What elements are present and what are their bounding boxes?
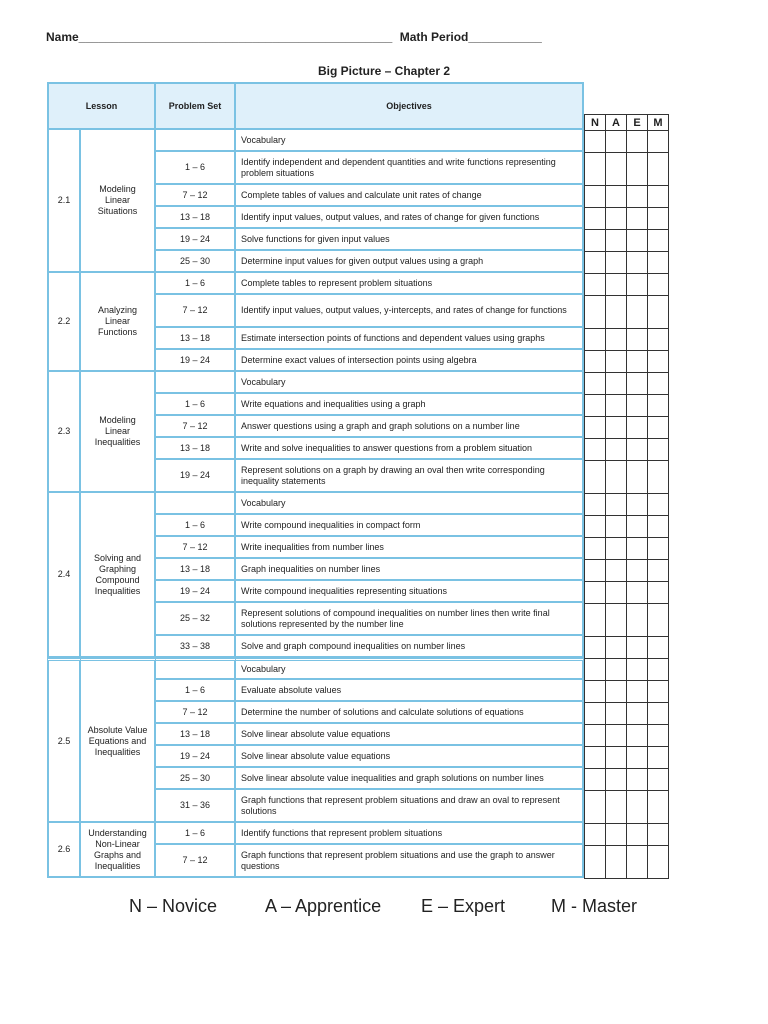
rating-checkbox-cell[interactable]	[648, 439, 669, 461]
problem-set-cell: 7 – 12	[156, 845, 236, 878]
legend-expert: E – Expert	[421, 896, 506, 916]
rating-header-row	[585, 115, 669, 131]
lesson-table-container	[47, 82, 584, 879]
rating-checkbox-cell[interactable]	[627, 604, 648, 637]
rating-checkbox-cell[interactable]	[627, 747, 648, 769]
rating-checkbox-cell[interactable]	[648, 769, 669, 791]
rating-grid	[584, 114, 669, 879]
objective-cell: Complete tables of values and calculate unit rates of change	[236, 185, 584, 207]
rating-row	[585, 252, 669, 274]
rating-checkbox-cell[interactable]	[585, 395, 606, 417]
problem-set-cell	[156, 372, 236, 394]
rating-checkbox-cell[interactable]	[606, 461, 627, 494]
rating-checkbox-cell[interactable]	[627, 131, 648, 153]
rating-row	[585, 637, 669, 659]
rating-checkbox-cell[interactable]	[627, 230, 648, 252]
rating-checkbox-cell[interactable]	[585, 252, 606, 274]
rating-checkbox-cell[interactable]	[606, 604, 627, 637]
rating-checkbox-cell[interactable]	[627, 439, 648, 461]
rating-row	[585, 846, 669, 879]
rating-checkbox-cell[interactable]	[585, 659, 606, 681]
objective-cell: Solve functions for given input values	[236, 229, 584, 251]
objective-cell: Write and solve inequalities to answer questions from a problem situation	[236, 438, 584, 460]
objective-cell: Represent solutions of compound inequalities on number lines then write final solutions represented by the number line	[236, 603, 584, 636]
objective-cell: Answer questions using a graph and graph solutions on a number line	[236, 416, 584, 438]
rating-checkbox-cell[interactable]	[627, 373, 648, 395]
objective-cell: Determine input values for given output values using a graph	[236, 251, 584, 273]
rating-checkbox-cell[interactable]	[585, 769, 606, 791]
rating-table	[584, 114, 669, 879]
rating-row	[585, 417, 669, 439]
problem-set-cell: 13 – 18	[156, 207, 236, 229]
rating-checkbox-cell[interactable]	[648, 637, 669, 659]
rating-checkbox-cell[interactable]	[585, 208, 606, 230]
rating-checkbox-cell[interactable]	[606, 131, 627, 153]
rating-checkbox-cell[interactable]	[648, 417, 669, 439]
problem-set-cell: 19 – 24	[156, 746, 236, 768]
objective-cell: Graph inequalities on number lines	[236, 559, 584, 581]
objective-cell: Graph functions that represent problem situations and use the graph to answer questions	[236, 845, 584, 878]
rating-row	[585, 208, 669, 230]
rating-checkbox-cell[interactable]	[606, 417, 627, 439]
problem-set-cell: 7 – 12	[156, 185, 236, 207]
rating-checkbox-cell[interactable]	[585, 824, 606, 846]
rating-checkbox-cell[interactable]	[627, 208, 648, 230]
table-row	[47, 372, 584, 394]
problem-set-cell: 1 – 6	[156, 152, 236, 185]
objective-cell: Determine the number of solutions and calculate solutions of equations	[236, 702, 584, 724]
rating-checkbox-cell[interactable]	[627, 296, 648, 329]
rating-row	[585, 351, 669, 373]
rating-row	[585, 516, 669, 538]
rating-checkbox-cell[interactable]	[627, 538, 648, 560]
rating-row	[585, 747, 669, 769]
lesson-column-header: Lesson	[47, 82, 156, 130]
problem-set-cell: 1 – 6	[156, 823, 236, 845]
objective-cell: Vocabulary	[236, 493, 584, 515]
rating-checkbox-cell[interactable]	[606, 703, 627, 725]
problem-set-cell: 25 – 32	[156, 603, 236, 636]
rating-checkbox-cell[interactable]	[585, 417, 606, 439]
rating-checkbox-cell[interactable]	[606, 186, 627, 208]
rating-checkbox-cell[interactable]	[606, 747, 627, 769]
rating-checkbox-cell[interactable]	[585, 516, 606, 538]
problem-set-cell	[156, 658, 236, 680]
rating-row	[585, 274, 669, 296]
rating-checkbox-cell[interactable]	[627, 703, 648, 725]
objective-cell: Evaluate absolute values	[236, 680, 584, 702]
rating-row	[585, 461, 669, 494]
rating-checkbox-cell[interactable]	[648, 538, 669, 560]
rating-row	[585, 186, 669, 208]
rating-checkbox-cell[interactable]	[627, 824, 648, 846]
problem-set-cell: 1 – 6	[156, 273, 236, 295]
problem-set-cell: 19 – 24	[156, 581, 236, 603]
lesson-number: 2.4	[47, 493, 81, 658]
problem-set-cell: 31 – 36	[156, 790, 236, 823]
objective-cell: Identify functions that represent problem situations	[236, 823, 584, 845]
rating-checkbox-cell[interactable]	[648, 208, 669, 230]
lesson-table-body	[47, 82, 584, 878]
rating-checkbox-cell[interactable]	[606, 274, 627, 296]
legend-novice: N – Novice	[129, 896, 218, 916]
name-field-label[interactable]: Name_______________________________________________	[46, 30, 393, 44]
rating-checkbox-cell[interactable]	[627, 274, 648, 296]
rating-checkbox-cell[interactable]	[627, 153, 648, 186]
rating-checkbox-cell[interactable]	[648, 824, 669, 846]
rating-checkbox-cell[interactable]	[648, 274, 669, 296]
rating-checkbox-cell[interactable]	[627, 351, 648, 373]
rating-checkbox-cell[interactable]	[648, 659, 669, 681]
rating-row	[585, 659, 669, 681]
rating-row	[585, 296, 669, 329]
lesson-name: Analyzing Linear Functions	[81, 273, 156, 372]
problem-set-cell: 13 – 18	[156, 724, 236, 746]
problem-set-cell: 19 – 24	[156, 229, 236, 251]
lesson-number: 2.5	[47, 658, 81, 823]
rating-checkbox-cell[interactable]	[648, 582, 669, 604]
lesson-table	[47, 82, 584, 878]
rating-checkbox-cell[interactable]	[606, 296, 627, 329]
problem-set-cell: 1 – 6	[156, 680, 236, 702]
lesson-name: Modeling Linear Inequalities	[81, 372, 156, 493]
rating-checkbox-cell[interactable]	[606, 824, 627, 846]
rating-checkbox-cell[interactable]	[648, 494, 669, 516]
problem-set-cell: 13 – 18	[156, 438, 236, 460]
rating-row	[585, 791, 669, 824]
page-title: Big Picture – Chapter 2	[317, 64, 451, 78]
rating-row	[585, 153, 669, 186]
lesson-name: Absolute Value Equations and Inequalities	[81, 658, 156, 823]
rating-checkbox-cell[interactable]	[606, 153, 627, 186]
rating-checkbox-cell[interactable]	[606, 494, 627, 516]
objective-cell: Graph functions that represent problem situations and draw an oval to represent solutions	[236, 790, 584, 823]
objective-cell: Write equations and inequalities using a graph	[236, 394, 584, 416]
rating-checkbox-cell[interactable]	[606, 516, 627, 538]
problem-set-cell: 13 – 18	[156, 328, 236, 350]
objective-cell: Determine exact values of intersection points using algebra	[236, 350, 584, 372]
objective-cell: Complete tables to represent problem situations	[236, 273, 584, 295]
problem-set-cell	[156, 130, 236, 152]
rating-checkbox-cell[interactable]	[627, 725, 648, 747]
problem-set-cell: 25 – 30	[156, 251, 236, 273]
rating-checkbox-cell[interactable]	[606, 791, 627, 824]
lesson-number: 2.6	[47, 823, 81, 878]
rating-checkbox-cell[interactable]	[585, 186, 606, 208]
objective-cell: Solve linear absolute value inequalities and graph solutions on number lines	[236, 768, 584, 790]
rating-checkbox-cell[interactable]	[648, 791, 669, 824]
rating-header-expert: E	[627, 115, 648, 131]
objective-cell: Estimate intersection points of functions and dependent values using graphs	[236, 328, 584, 350]
lesson-name: Solving and Graphing Compound Inequalities	[81, 493, 156, 658]
lesson-number: 2.3	[47, 372, 81, 493]
objective-cell: Represent solutions on a graph by drawing an oval then write corresponding inequality statements	[236, 460, 584, 493]
rating-checkbox-cell[interactable]	[627, 494, 648, 516]
problem-set-cell: 13 – 18	[156, 559, 236, 581]
rating-checkbox-cell[interactable]	[585, 461, 606, 494]
objective-cell: Write inequalities from number lines	[236, 537, 584, 559]
rating-row	[585, 560, 669, 582]
rating-checkbox-cell[interactable]	[648, 252, 669, 274]
rating-checkbox-cell[interactable]	[606, 439, 627, 461]
rating-row	[585, 604, 669, 637]
rating-checkbox-cell[interactable]	[648, 725, 669, 747]
rating-checkbox-cell[interactable]	[648, 329, 669, 351]
rating-checkbox-cell[interactable]	[648, 395, 669, 417]
objective-cell: Vocabulary	[236, 658, 584, 680]
rating-checkbox-cell[interactable]	[648, 230, 669, 252]
rating-checkbox-cell[interactable]	[648, 560, 669, 582]
rating-checkbox-cell[interactable]	[606, 582, 627, 604]
rating-checkbox-cell[interactable]	[648, 604, 669, 637]
rating-row	[585, 824, 669, 846]
rating-checkbox-cell[interactable]	[585, 131, 606, 153]
rating-row	[585, 725, 669, 747]
rating-checkbox-cell[interactable]	[606, 230, 627, 252]
rating-checkbox-cell[interactable]	[585, 846, 606, 879]
rating-checkbox-cell[interactable]	[627, 560, 648, 582]
rating-checkbox-cell[interactable]	[606, 373, 627, 395]
rating-checkbox-cell[interactable]	[606, 846, 627, 879]
rating-checkbox-cell[interactable]	[648, 681, 669, 703]
rating-checkbox-cell[interactable]	[648, 516, 669, 538]
rating-checkbox-cell[interactable]	[585, 791, 606, 824]
rating-checkbox-cell[interactable]	[627, 637, 648, 659]
problem-set-cell: 1 – 6	[156, 515, 236, 537]
objective-cell: Write compound inequalities in compact form	[236, 515, 584, 537]
rating-checkbox-cell[interactable]	[627, 582, 648, 604]
objective-cell: Identify input values, output values, and rates of change for given functions	[236, 207, 584, 229]
rating-checkbox-cell[interactable]	[585, 538, 606, 560]
table-row	[47, 273, 584, 295]
rating-checkbox-cell[interactable]	[585, 329, 606, 351]
rating-row	[585, 769, 669, 791]
rating-checkbox-cell[interactable]	[585, 230, 606, 252]
lesson-name: Understanding Non-Linear Graphs and Inequalities	[81, 823, 156, 878]
table-row	[47, 130, 584, 152]
rating-checkbox-cell[interactable]	[585, 439, 606, 461]
rating-checkbox-cell[interactable]	[648, 703, 669, 725]
objective-cell: Solve linear absolute value equations	[236, 746, 584, 768]
problem-set-cell: 25 – 30	[156, 768, 236, 790]
rating-table-body	[585, 115, 669, 879]
rating-checkbox-cell[interactable]	[585, 373, 606, 395]
rating-checkbox-cell[interactable]	[627, 769, 648, 791]
objective-cell: Vocabulary	[236, 372, 584, 394]
objective-cell: Vocabulary	[236, 130, 584, 152]
problem-set-cell: 33 – 38	[156, 636, 236, 658]
rating-checkbox-cell[interactable]	[585, 153, 606, 186]
legend-apprentice: A – Apprentice	[265, 896, 382, 916]
legend-master: M - Master	[551, 896, 638, 916]
rating-checkbox-cell[interactable]	[585, 747, 606, 769]
rating-row	[585, 703, 669, 725]
rating-checkbox-cell[interactable]	[585, 703, 606, 725]
header	[46, 30, 542, 44]
rating-checkbox-cell[interactable]	[606, 329, 627, 351]
rating-checkbox-cell[interactable]	[627, 659, 648, 681]
rating-checkbox-cell[interactable]	[627, 417, 648, 439]
objective-cell: Identify independent and dependent quantities and write functions representing problem situations	[236, 152, 584, 185]
table-row	[47, 823, 584, 845]
problem-set-cell: 19 – 24	[156, 350, 236, 372]
rating-checkbox-cell[interactable]	[606, 769, 627, 791]
rating-row	[585, 582, 669, 604]
objective-cell: Write compound inequalities representing situations	[236, 581, 584, 603]
rating-checkbox-cell[interactable]	[585, 637, 606, 659]
rating-checkbox-cell[interactable]	[585, 725, 606, 747]
rating-checkbox-cell[interactable]	[627, 329, 648, 351]
problem-set-cell: 1 – 6	[156, 394, 236, 416]
rating-checkbox-cell[interactable]	[648, 186, 669, 208]
rating-checkbox-cell[interactable]	[648, 373, 669, 395]
rating-checkbox-cell[interactable]	[627, 681, 648, 703]
rating-checkbox-cell[interactable]	[585, 351, 606, 373]
rating-checkbox-cell[interactable]	[627, 516, 648, 538]
rating-row	[585, 373, 669, 395]
objective-cell: Solve and graph compound inequalities on number lines	[236, 636, 584, 658]
rating-checkbox-cell[interactable]	[627, 846, 648, 879]
rating-checkbox-cell[interactable]	[585, 604, 606, 637]
rating-checkbox-cell[interactable]	[648, 747, 669, 769]
rating-checkbox-cell[interactable]	[606, 681, 627, 703]
objective-cell: Solve linear absolute value equations	[236, 724, 584, 746]
rating-checkbox-cell[interactable]	[606, 637, 627, 659]
lesson-number: 2.1	[47, 130, 81, 273]
rating-checkbox-cell[interactable]	[627, 395, 648, 417]
problem-set-cell: 7 – 12	[156, 537, 236, 559]
rating-row	[585, 131, 669, 153]
rating-checkbox-cell[interactable]	[648, 846, 669, 879]
rating-checkbox-cell[interactable]	[606, 659, 627, 681]
lesson-name: Modeling Linear Situations	[81, 130, 156, 273]
rating-checkbox-cell[interactable]	[648, 131, 669, 153]
math-period-field-label[interactable]: Math Period___________	[399, 30, 542, 44]
rating-checkbox-cell[interactable]	[606, 538, 627, 560]
rating-checkbox-cell[interactable]	[606, 252, 627, 274]
problem-set-cell: 7 – 12	[156, 702, 236, 724]
rating-checkbox-cell[interactable]	[585, 681, 606, 703]
rating-header-apprentice: A	[606, 115, 627, 131]
problem-set-cell: 7 – 12	[156, 295, 236, 328]
rating-row	[585, 538, 669, 560]
problem-set-cell: 7 – 12	[156, 416, 236, 438]
rating-checkbox-cell[interactable]	[627, 461, 648, 494]
rating-checkbox-cell[interactable]	[585, 494, 606, 516]
table-row	[47, 493, 584, 515]
lesson-number: 2.2	[47, 273, 81, 372]
rating-checkbox-cell[interactable]	[585, 582, 606, 604]
table-header-row	[47, 82, 584, 130]
rating-row	[585, 494, 669, 516]
rating-checkbox-cell[interactable]	[648, 351, 669, 373]
objectives-column-header: Objectives	[236, 82, 584, 130]
rating-header-master: M	[648, 115, 669, 131]
rating-row	[585, 395, 669, 417]
rating-checkbox-cell[interactable]	[627, 252, 648, 274]
rating-checkbox-cell[interactable]	[648, 153, 669, 186]
rating-checkbox-cell[interactable]	[648, 461, 669, 494]
rating-checkbox-cell[interactable]	[585, 274, 606, 296]
problem-set-column-header: Problem Set	[156, 82, 236, 130]
table-row	[47, 658, 584, 680]
rating-row	[585, 230, 669, 252]
rating-header-novice: N	[585, 115, 606, 131]
rating-checkbox-cell[interactable]	[606, 725, 627, 747]
rating-checkbox-cell[interactable]	[606, 560, 627, 582]
rating-checkbox-cell[interactable]	[585, 560, 606, 582]
rating-checkbox-cell[interactable]	[606, 395, 627, 417]
rating-checkbox-cell[interactable]	[585, 296, 606, 329]
rating-checkbox-cell[interactable]	[606, 351, 627, 373]
problem-set-cell: 19 – 24	[156, 460, 236, 493]
rating-row	[585, 329, 669, 351]
rating-checkbox-cell[interactable]	[606, 208, 627, 230]
rating-row	[585, 681, 669, 703]
rating-row	[585, 439, 669, 461]
objective-cell: Identify input values, output values, y-intercepts, and rates of change for functions	[236, 295, 584, 328]
problem-set-cell	[156, 493, 236, 515]
rating-checkbox-cell[interactable]	[627, 186, 648, 208]
rating-checkbox-cell[interactable]	[648, 296, 669, 329]
rating-checkbox-cell[interactable]	[627, 791, 648, 824]
